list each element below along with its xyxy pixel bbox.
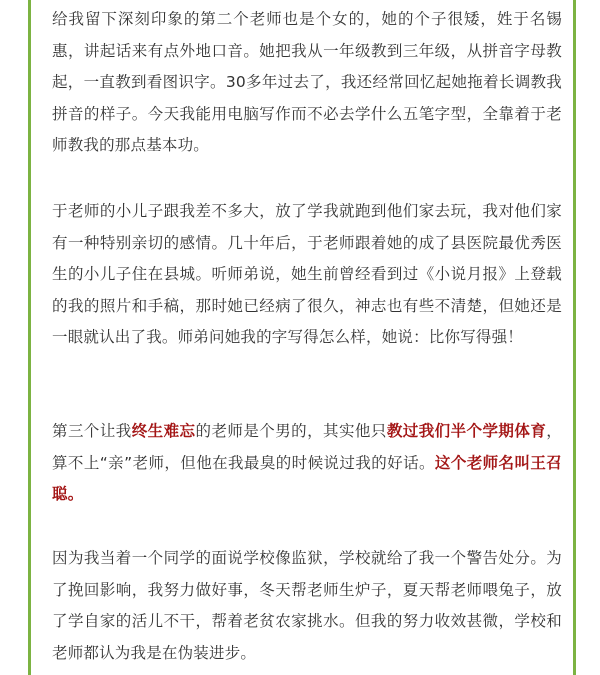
emphasis-unforgettable: 终生难忘: [131, 422, 196, 440]
paragraph-3-text-2: 的老师是个男的，其实他只: [195, 422, 387, 440]
emphasis-pe-teacher: 教过我们半个学期体育: [386, 422, 547, 440]
paragraph-4: 因为我当着一个同学的面说学校像监狱，学校就给了我一个警告处分。为了挽回影响，我努力做好事，冬天帮老师生炉子，夏天帮老师喂兔子，放了学自家的活儿不干，帮着老贫农家挑水。但我的努力收效甚微，学校和老师都认为我是在伪装进步。: [52, 549, 562, 662]
paragraph-3: [52, 416, 562, 511]
emphasis-teacher-name: 这个老师名叫王召聪。: [52, 453, 563, 503]
paragraph-3-text-3: ，算不上“亲”老师，但他在我最臭的时候说过我的好话。: [52, 422, 562, 472]
paragraph-1: 给我留下深刻印象的第二个老师也是个女的，她的个子很矮，姓于名锡惠，讲起话来有点外地口音。她把我从一年级教到三年级，从拼音字母教起，一直教到看图识字。30多年过去了，我还经常回忆起她拖着长调教我拼音的样子。今天我能用电脑写作而不必去学什么五笔字型，全靠着于老师教我的那点基本功。: [52, 10, 562, 154]
paragraph-2: 于老师的小儿子跟我差不多大，放了学我就跑到他们家去玩，我对他们家有一种特别亲切的感情。几十年后，于老师跟着她的成了县医院最优秀医生的小儿子住在县城。听师弟说，她生前曾经看到过《小说月报》上登载的我的照片和手稿，那时她已经病了很久，神志也有些不清楚，但她还是一眼就认出了我。师弟问她我的字写得怎么样，她说：比你写得强！: [52, 202, 562, 346]
paragraph-3-text-1: 第三个让我: [52, 422, 132, 440]
